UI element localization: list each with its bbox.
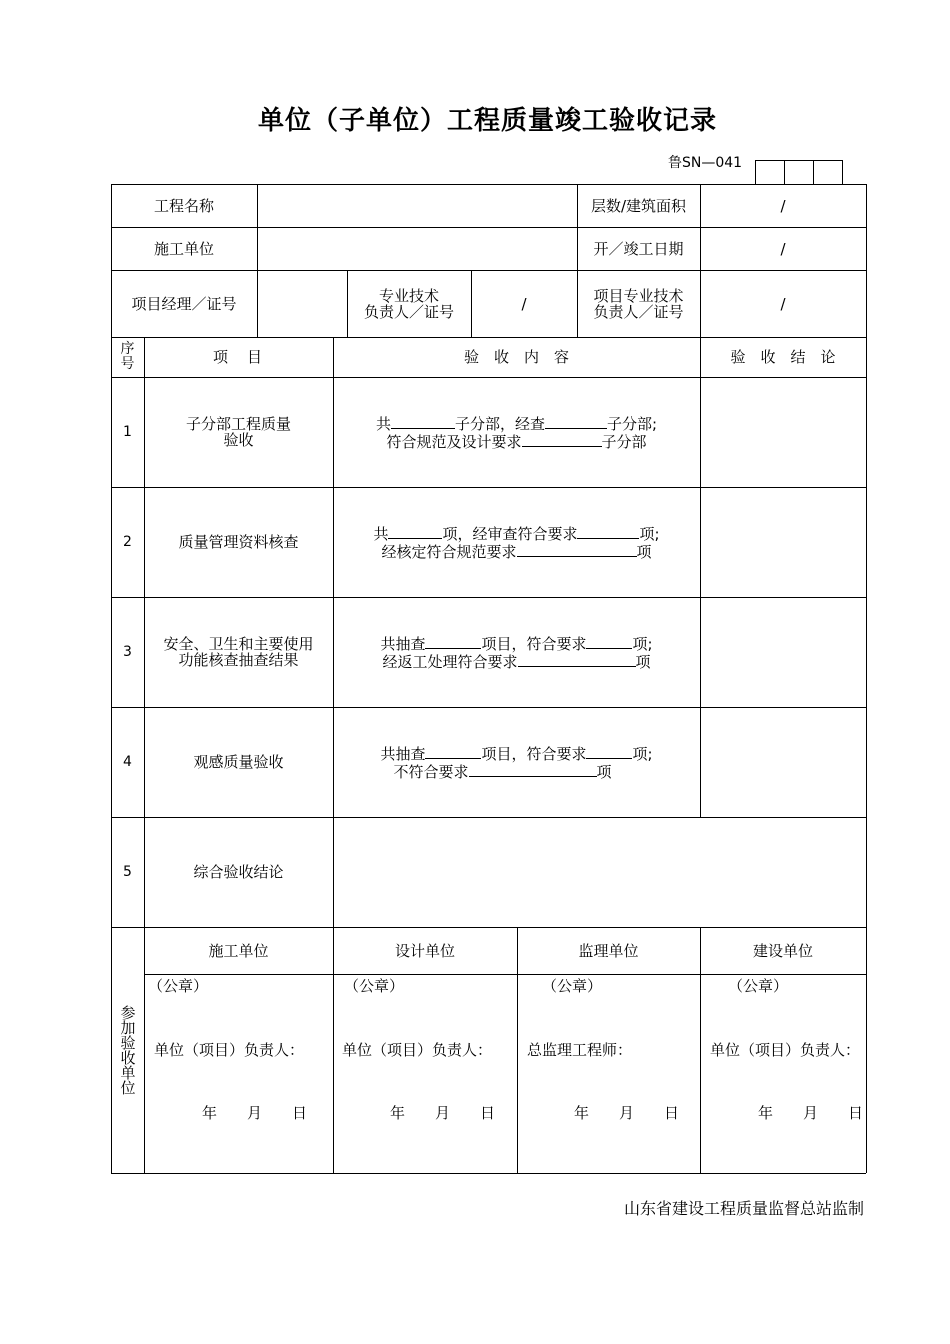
col-seq: 序号 — [120, 341, 135, 372]
pm-field[interactable] — [257, 270, 347, 337]
project-name-field[interactable] — [257, 184, 577, 227]
tech-lead-field[interactable]: / — [521, 294, 527, 313]
unit-owner-name: 建设单位 — [752, 941, 813, 960]
project-tech-field[interactable]: / — [780, 294, 786, 313]
col-item: 项 目 — [212, 348, 264, 366]
row-1-no: 1 — [123, 424, 132, 440]
date-label: 年 月 日 — [574, 1104, 680, 1122]
form-code: 鲁SN—041 — [668, 155, 743, 171]
col-conclusion: 验 收 结 论 — [730, 348, 836, 366]
seal-label: （公章） — [728, 977, 789, 995]
row-4-conclusion[interactable] — [700, 707, 866, 817]
dates-field[interactable]: / — [780, 239, 786, 258]
responsible-person-label: 单位（项目）负责人： — [342, 1041, 493, 1059]
project-name-label: 工程名称 — [153, 196, 214, 215]
col-content: 验 收 内 容 — [463, 348, 569, 366]
contractor-field[interactable] — [257, 227, 577, 270]
row-5-conclusion[interactable] — [333, 817, 866, 927]
floors-area-label: 层数/建筑面积 — [590, 196, 687, 215]
row-2-item: 质量管理资料核查 — [178, 533, 299, 551]
row-3-content[interactable]: 共抽查 项目，符合要求 项; 经返工处理符合要求 项 — [380, 635, 653, 671]
project-tech-label: 项目专业技术 负责人／证号 — [593, 286, 684, 321]
pm-label: 项目经理／证号 — [131, 294, 237, 313]
row-4-item: 观感质量验收 — [193, 753, 284, 771]
row-2-no: 2 — [123, 534, 132, 550]
code-box-1[interactable] — [755, 160, 785, 184]
seal-label: （公章） — [148, 977, 209, 995]
row-2-content[interactable]: 共 项，经审查符合要求 项; 经核定符合规范要求 项 — [373, 525, 660, 561]
tech-lead-label: 专业技术 负责人／证号 — [363, 286, 454, 321]
responsible-person-label: 单位（项目）负责人： — [710, 1041, 861, 1059]
row-1-item: 子分部工程质量 验收 — [185, 415, 291, 449]
date-label: 年 月 日 — [390, 1104, 496, 1122]
participants-side-label: 参加验收单位 — [118, 1005, 137, 1095]
responsible-person-label: 单位（项目）负责人： — [154, 1041, 305, 1059]
row-1-conclusion[interactable] — [700, 377, 866, 487]
page-title: 单位（子单位）工程质量竣工验收记录 — [257, 106, 717, 136]
row-4-content[interactable]: 共抽查 项目，符合要求 项; 不符合要求 项 — [380, 745, 653, 781]
row-3-no: 3 — [123, 644, 132, 660]
dates-label: 开／竣工日期 — [593, 239, 684, 258]
row-5-item: 综合验收结论 — [193, 863, 284, 881]
unit-supervision-name: 监理单位 — [578, 941, 639, 960]
row-1-content[interactable]: 共 子分部，经查 子分部; 符合规范及设计要求 子分部 — [375, 415, 658, 451]
seal-label: （公章） — [542, 977, 603, 995]
floors-area-field[interactable]: / — [780, 196, 786, 215]
chief-supervisor-label: 总监理工程师： — [527, 1041, 633, 1059]
date-label: 年 月 日 — [202, 1104, 308, 1122]
row-3-conclusion[interactable] — [700, 597, 866, 707]
seal-label: （公章） — [344, 977, 405, 995]
row-2-conclusion[interactable] — [700, 487, 866, 597]
code-box-3[interactable] — [813, 160, 843, 184]
row-3-item: 安全、卫生和主要使用 功能核查抽查结果 — [163, 635, 314, 669]
contractor-label: 施工单位 — [153, 239, 214, 258]
date-label: 年 月 日 — [758, 1104, 864, 1122]
code-box-2[interactable] — [784, 160, 814, 184]
footer-issuer: 山东省建设工程质量监督总站监制 — [623, 1199, 864, 1218]
unit-construction-name: 施工单位 — [208, 941, 269, 960]
unit-design-name: 设计单位 — [394, 941, 455, 960]
row-4-no: 4 — [123, 754, 132, 770]
row-5-no: 5 — [123, 864, 132, 880]
